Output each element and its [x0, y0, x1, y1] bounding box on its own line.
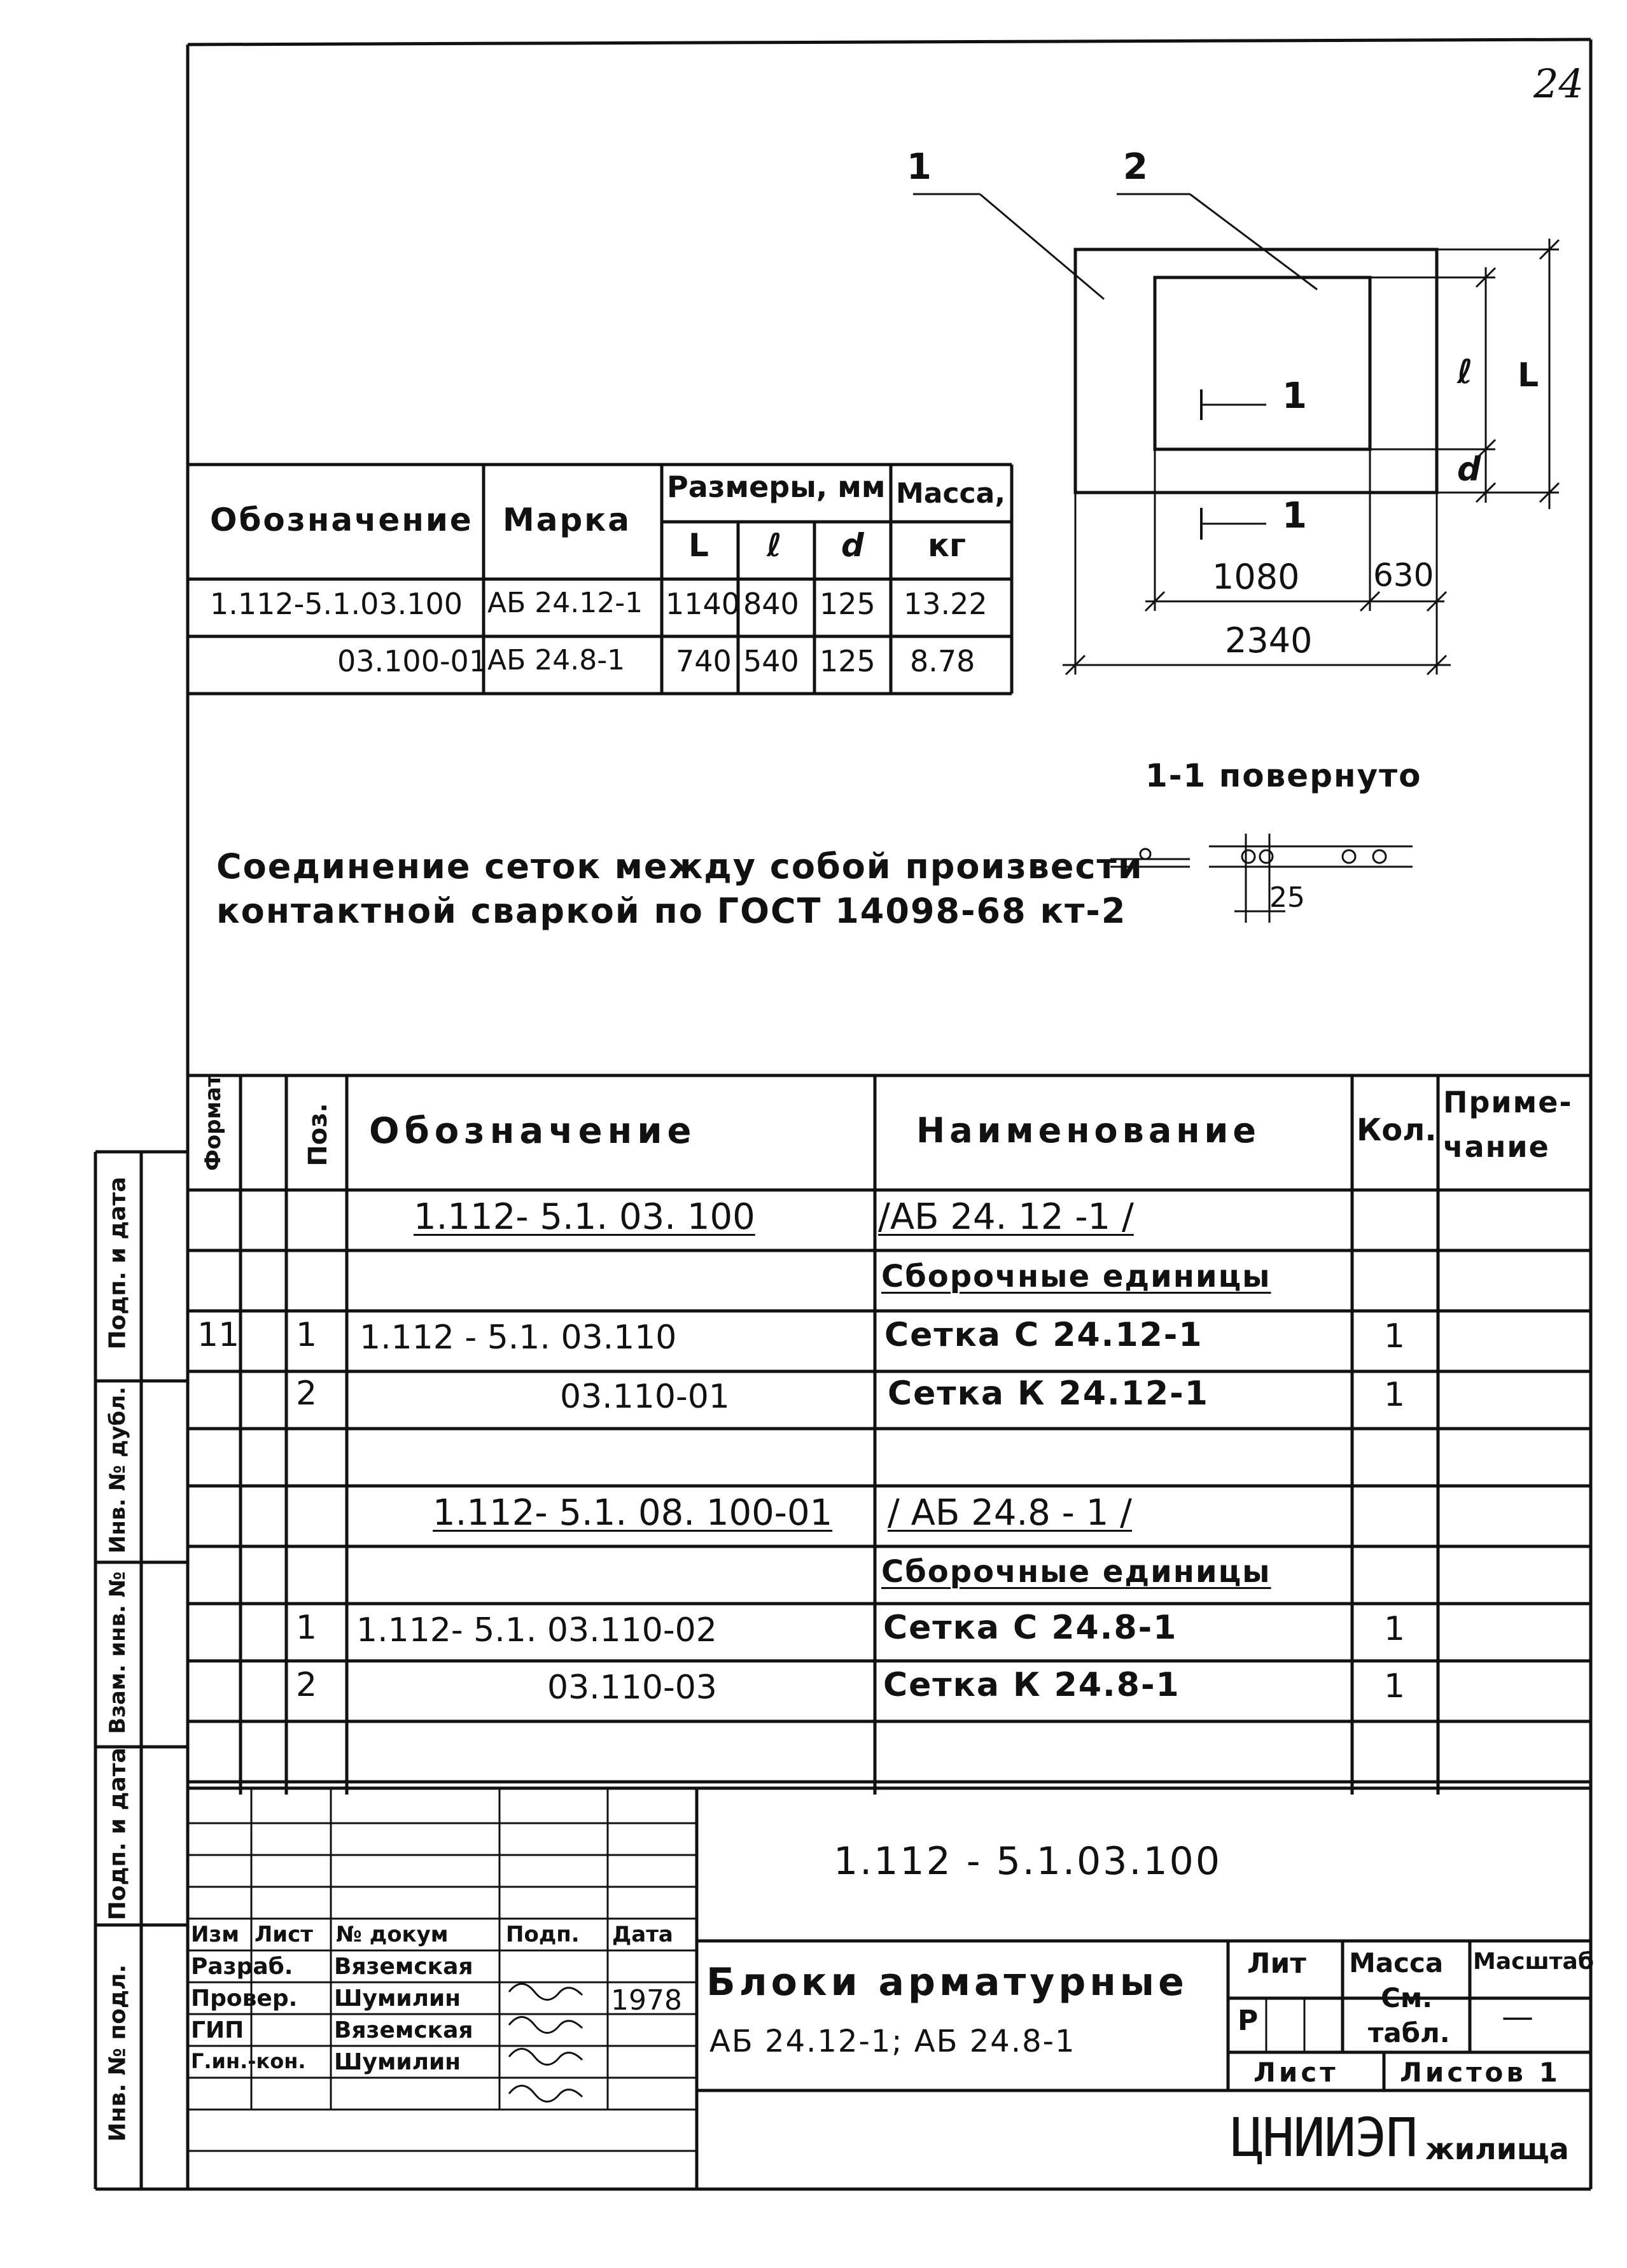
tb-header-list: Лист [255, 1922, 313, 1947]
tb-header-sign: Подп. [506, 1922, 580, 1947]
size-table-header-L: L [688, 527, 709, 564]
tb-role-checker: Провер. [191, 1985, 298, 2012]
size-table-header-sizes: Размеры, мм [667, 470, 886, 504]
size-table-row1-l: 840 [743, 587, 799, 621]
doc-number: 1.112 - 5.1.03.100 [834, 1839, 1222, 1884]
tb-date-checker: 1978 [611, 1984, 682, 2017]
plan-outer-mesh [1075, 249, 1437, 493]
spec-g2-row1-designation: 1.112- 5.1. 03.110-02 [356, 1611, 717, 1649]
org-logo-main: ЦНИИЭП [1231, 2106, 1417, 2169]
tb-header-doc: № докум [336, 1922, 449, 1947]
side-stamp-replace-inv: Взам. инв. № [105, 1571, 130, 1734]
size-table-row1-mark: АБ 24.12-1 [487, 587, 643, 619]
spec-g1-row1-qty: 1 [1384, 1317, 1406, 1355]
tb-header-scale: Масштаб [1473, 1949, 1594, 1975]
note-line-1: Соединение сеток между собой произвести [216, 846, 1143, 886]
spec-group1-title-mark: /АБ 24. 12 -1 / [878, 1196, 1134, 1238]
side-stamp-sign-date-1: Подп. и дата [104, 1177, 131, 1350]
side-stamp-orig-inv: Инв. № подл. [104, 1964, 131, 2142]
spec-g1-row2-designation: 03.110-01 [560, 1378, 730, 1416]
size-table-row2-l: 540 [743, 644, 799, 678]
tb-mass-value-1: См. [1381, 1982, 1433, 2013]
tb-mass-value-2: табл. [1368, 2017, 1450, 2048]
size-table-header-mark: Марка [503, 501, 631, 538]
spec-g2-row1-pos: 1 [296, 1609, 318, 1647]
tb-header-date: Дата [612, 1922, 673, 1947]
spec-header-qty: Кол. [1357, 1112, 1437, 1148]
side-stamp-sign-date-2: Подп. и дата [104, 1747, 131, 1921]
tb-header-sheets: Листов 1 [1400, 2057, 1561, 2088]
tb-name-checker: Шумилин [334, 1985, 461, 2012]
size-table-row1-d: 125 [820, 587, 876, 621]
spec-g1-row2-name: Сетка К 24.12-1 [888, 1375, 1209, 1413]
spec-group2-subtitle: Сборочные единицы [881, 1554, 1271, 1590]
spec-g1-row2-pos: 2 [296, 1375, 318, 1413]
dim-l-inner: ℓ [1457, 353, 1473, 391]
size-table-row2-mass: 8.78 [910, 644, 975, 678]
tb-header-sheet: Лист [1253, 2057, 1339, 2088]
spec-g2-row1-qty: 1 [1384, 1610, 1406, 1648]
spec-header-designation: Обозначение [369, 1110, 697, 1152]
spec-header-note-1: Приме- [1443, 1085, 1573, 1119]
section-mark-bottom: 1 [1282, 495, 1307, 536]
plan-inner-mesh [1155, 277, 1370, 449]
tb-lit-value: Р [1238, 2005, 1259, 2037]
tb-role-developer: Разраб. [191, 1954, 293, 1980]
tb-header-izm: Изм [191, 1922, 240, 1947]
size-table-row2-d: 125 [820, 644, 876, 678]
section-title: 1-1 повернуто [1145, 757, 1422, 794]
signature-scribbles [509, 1984, 582, 2102]
dim-d: d [1457, 451, 1481, 489]
size-table-row1-L: 1140 [666, 587, 741, 621]
spec-g2-row2-pos: 2 [296, 1666, 318, 1704]
tb-name-chief-engineer: Шумилин [334, 2049, 461, 2075]
size-table-row1-mass: 13.22 [904, 587, 988, 621]
tb-title-line-1: Блоки арматурные [706, 1960, 1188, 2005]
tb-role-gip: ГИП [191, 2017, 244, 2043]
spec-header-name: Наименование [916, 1110, 1261, 1151]
size-table-row2-designation: 03.100-01 [337, 644, 488, 678]
spec-g2-row2-qty: 1 [1384, 1667, 1406, 1705]
spec-g2-row2-designation: 03.110-03 [547, 1669, 717, 1707]
spec-header-format: Формат [200, 1074, 226, 1171]
dim-1080: 1080 [1212, 557, 1300, 597]
tb-scale-value: — [1502, 1998, 1533, 2035]
spec-group1-title-designation: 1.112- 5.1. 03. 100 [414, 1196, 755, 1238]
plan-position-1-label: 1 [907, 146, 932, 188]
section-mark-top: 1 [1282, 375, 1307, 417]
org-logo-sub: жилища [1425, 2132, 1569, 2166]
tb-header-lit: Лит [1247, 1947, 1306, 1980]
dim-630: 630 [1373, 557, 1434, 594]
spec-header-pos: Поз. [304, 1103, 333, 1166]
plan-position-2-label: 2 [1123, 146, 1148, 188]
size-table-header-mass: Масса, [896, 477, 1006, 510]
spec-g1-row1-designation: 1.112 - 5.1. 03.110 [360, 1319, 677, 1357]
spec-g2-row2-name: Сетка К 24.8-1 [883, 1666, 1180, 1704]
side-stamp-dup-inv: Инв. № дубл. [105, 1386, 130, 1554]
tb-name-developer: Вяземская [334, 1954, 473, 1980]
spec-g1-row2-qty: 1 [1384, 1376, 1406, 1414]
size-table-header-l: ℓ [767, 527, 782, 564]
tb-header-mass: Масса [1349, 1947, 1444, 1978]
tb-role-chief-engineer: Г.ин.-кон. [191, 2049, 306, 2073]
size-table-row2-mark: АБ 24.8-1 [487, 644, 625, 676]
tb-title-line-2: АБ 24.12-1; АБ 24.8-1 [709, 2024, 1076, 2059]
spec-g1-row1-pos: 1 [296, 1316, 318, 1354]
size-table-header-kg: кг [928, 527, 967, 564]
spec-g1-row1-name: Сетка С 24.12-1 [884, 1316, 1203, 1354]
spec-header-note-2: чание [1443, 1130, 1550, 1164]
page-number: 24 [1533, 60, 1584, 107]
section-dim-25: 25 [1269, 881, 1305, 914]
note-line-2: контактной сваркой по ГОСТ 14098-68 кт-2 [216, 891, 1127, 931]
spec-group2-title-designation: 1.112- 5.1. 08. 100-01 [433, 1492, 833, 1534]
spec-g2-row1-name: Сетка С 24.8-1 [883, 1609, 1178, 1647]
spec-group2-title-mark: / АБ 24.8 - 1 / [888, 1492, 1132, 1534]
dim-2340: 2340 [1225, 620, 1313, 661]
size-table-row2-L: 740 [676, 644, 732, 678]
spec-g1-row1-format: 11 [197, 1316, 240, 1354]
size-table-row1-designation: 1.112-5.1.03.100 [210, 587, 463, 621]
size-table-header-d: d [841, 527, 864, 564]
dim-L-outer: L [1518, 356, 1539, 395]
size-table-header-designation: Обозначение [210, 501, 473, 538]
spec-group1-subtitle: Сборочные единицы [881, 1259, 1271, 1294]
tb-name-gip: Вяземская [334, 2017, 473, 2043]
